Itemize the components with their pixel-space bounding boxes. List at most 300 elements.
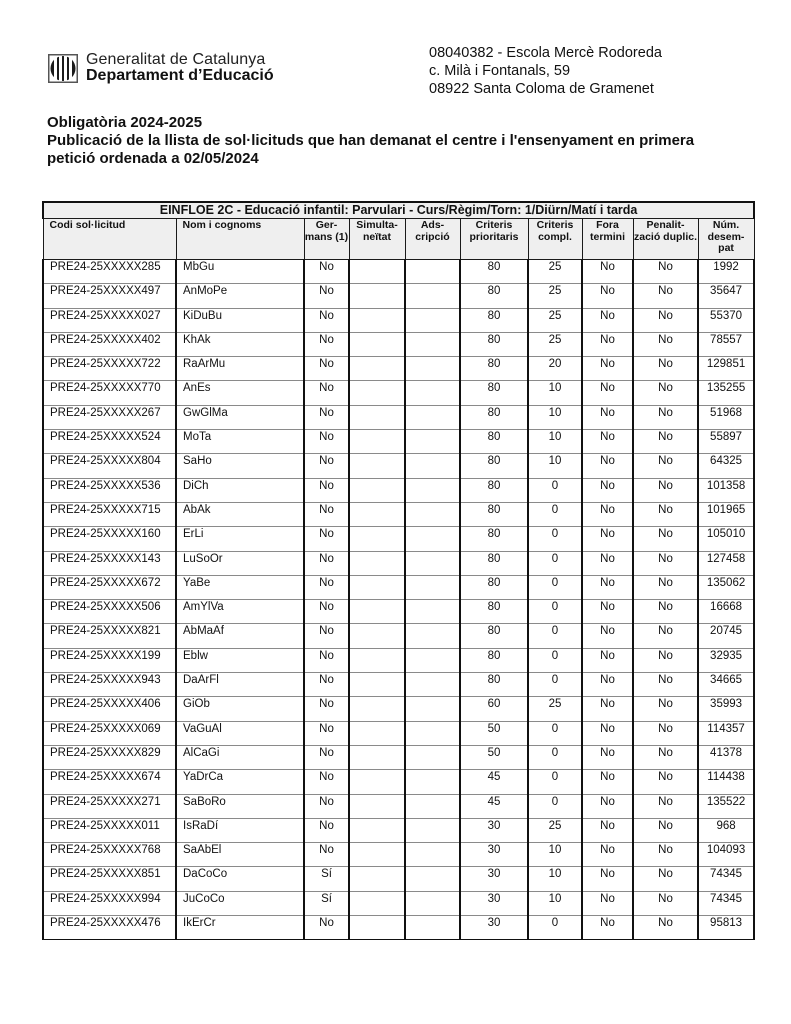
cell-fora-termini: No bbox=[582, 551, 633, 575]
cell-fora-termini: No bbox=[582, 843, 633, 867]
cell-adscripcio bbox=[405, 891, 460, 915]
cell-simultaneitat bbox=[349, 478, 405, 502]
cell-penalitzacio: No bbox=[633, 770, 698, 794]
cell-num-desempat: 135062 bbox=[698, 575, 754, 599]
cell-simultaneitat bbox=[349, 770, 405, 794]
cell-penalitzacio: No bbox=[633, 284, 698, 308]
cell-germans: No bbox=[304, 430, 349, 454]
cell-nom: Eblw bbox=[176, 648, 304, 672]
cell-criteris-compl: 0 bbox=[528, 916, 582, 940]
cell-adscripcio bbox=[405, 697, 460, 721]
cell-penalitzacio: No bbox=[633, 624, 698, 648]
document-title bbox=[47, 114, 767, 168]
cell-adscripcio bbox=[405, 332, 460, 356]
cell-criteris-prioritaris: 50 bbox=[460, 721, 528, 745]
table-row bbox=[43, 502, 754, 526]
cell-nom: KiDuBu bbox=[176, 308, 304, 332]
cell-germans: No bbox=[304, 600, 349, 624]
cell-penalitzacio: No bbox=[633, 648, 698, 672]
cell-criteris-prioritaris: 80 bbox=[460, 381, 528, 405]
cell-criteris-compl: 0 bbox=[528, 770, 582, 794]
cell-fora-termini: No bbox=[582, 284, 633, 308]
cell-num-desempat: 74345 bbox=[698, 867, 754, 891]
cell-fora-termini: No bbox=[582, 867, 633, 891]
table-row bbox=[43, 551, 754, 575]
cell-num-desempat: 34665 bbox=[698, 673, 754, 697]
cell-criteris-prioritaris: 80 bbox=[460, 260, 528, 284]
cell-adscripcio bbox=[405, 916, 460, 940]
cell-criteris-compl: 25 bbox=[528, 260, 582, 284]
cell-criteris-compl: 0 bbox=[528, 794, 582, 818]
cell-num-desempat: 114357 bbox=[698, 721, 754, 745]
cell-adscripcio bbox=[405, 405, 460, 429]
cell-germans: No bbox=[304, 648, 349, 672]
table-row bbox=[43, 454, 754, 478]
cell-num-desempat: 41378 bbox=[698, 745, 754, 769]
cell-codi: PRE24-25XXXXX821 bbox=[43, 624, 176, 648]
cell-adscripcio bbox=[405, 600, 460, 624]
cell-codi: PRE24-25XXXXX027 bbox=[43, 308, 176, 332]
cell-adscripcio bbox=[405, 381, 460, 405]
cell-simultaneitat bbox=[349, 818, 405, 842]
cell-germans: No bbox=[304, 843, 349, 867]
cell-germans: No bbox=[304, 308, 349, 332]
cell-adscripcio bbox=[405, 721, 460, 745]
cell-nom: IkErCr bbox=[176, 916, 304, 940]
cell-simultaneitat bbox=[349, 867, 405, 891]
cell-simultaneitat bbox=[349, 648, 405, 672]
cell-codi: PRE24-25XXXXX285 bbox=[43, 260, 176, 284]
table-row bbox=[43, 867, 754, 891]
cell-germans: No bbox=[304, 502, 349, 526]
cell-penalitzacio: No bbox=[633, 551, 698, 575]
cell-adscripcio bbox=[405, 575, 460, 599]
applications-table bbox=[42, 201, 755, 940]
cell-num-desempat: 78557 bbox=[698, 332, 754, 356]
cell-fora-termini: No bbox=[582, 697, 633, 721]
cell-codi: PRE24-25XXXXX069 bbox=[43, 721, 176, 745]
table-row bbox=[43, 697, 754, 721]
cell-fora-termini: No bbox=[582, 308, 633, 332]
cell-criteris-compl: 10 bbox=[528, 843, 582, 867]
cell-germans: No bbox=[304, 527, 349, 551]
cell-nom: DaArFl bbox=[176, 673, 304, 697]
cell-criteris-prioritaris: 30 bbox=[460, 867, 528, 891]
cell-adscripcio bbox=[405, 502, 460, 526]
cell-penalitzacio: No bbox=[633, 381, 698, 405]
cell-num-desempat: 129851 bbox=[698, 357, 754, 381]
cell-nom: DaCoCo bbox=[176, 867, 304, 891]
cell-adscripcio bbox=[405, 843, 460, 867]
cell-criteris-prioritaris: 80 bbox=[460, 454, 528, 478]
cell-adscripcio bbox=[405, 478, 460, 502]
table-row bbox=[43, 381, 754, 405]
cell-fora-termini: No bbox=[582, 600, 633, 624]
cell-fora-termini: No bbox=[582, 478, 633, 502]
col-header-simultaneitat: Simulta- neïtat bbox=[349, 219, 405, 260]
table-row bbox=[43, 308, 754, 332]
cell-germans: No bbox=[304, 818, 349, 842]
cell-criteris-compl: 25 bbox=[528, 818, 582, 842]
cell-codi: PRE24-25XXXXX994 bbox=[43, 891, 176, 915]
cell-germans: Sí bbox=[304, 891, 349, 915]
cell-fora-termini: No bbox=[582, 332, 633, 356]
table-row bbox=[43, 745, 754, 769]
cell-num-desempat: 135522 bbox=[698, 794, 754, 818]
cell-simultaneitat bbox=[349, 357, 405, 381]
cell-criteris-compl: 0 bbox=[528, 721, 582, 745]
cell-adscripcio bbox=[405, 308, 460, 332]
org-line-1: Generalitat de Catalunya bbox=[86, 51, 266, 68]
course-band-title: EINFLOE 2C - Educació infantil: Parvulari - Curs/Règim/Torn: 1/Diürn/Matí i tarda bbox=[43, 202, 754, 219]
cell-criteris-prioritaris: 80 bbox=[460, 527, 528, 551]
cell-penalitzacio: No bbox=[633, 697, 698, 721]
cell-adscripcio bbox=[405, 794, 460, 818]
cell-codi: PRE24-25XXXXX497 bbox=[43, 284, 176, 308]
table-row bbox=[43, 478, 754, 502]
cell-criteris-compl: 0 bbox=[528, 600, 582, 624]
cell-num-desempat: 32935 bbox=[698, 648, 754, 672]
cell-penalitzacio: No bbox=[633, 916, 698, 940]
cell-fora-termini: No bbox=[582, 891, 633, 915]
cell-nom: IsRaDí bbox=[176, 818, 304, 842]
cell-num-desempat: 95813 bbox=[698, 916, 754, 940]
cell-criteris-prioritaris: 80 bbox=[460, 357, 528, 381]
cell-adscripcio bbox=[405, 454, 460, 478]
cell-fora-termini: No bbox=[582, 381, 633, 405]
cell-germans: No bbox=[304, 624, 349, 648]
cell-criteris-compl: 10 bbox=[528, 381, 582, 405]
cell-codi: PRE24-25XXXXX943 bbox=[43, 673, 176, 697]
cell-criteris-prioritaris: 45 bbox=[460, 770, 528, 794]
cell-codi: PRE24-25XXXXX199 bbox=[43, 648, 176, 672]
table-row bbox=[43, 405, 754, 429]
cell-penalitzacio: No bbox=[633, 357, 698, 381]
cell-nom: AmYlVa bbox=[176, 600, 304, 624]
cell-adscripcio bbox=[405, 673, 460, 697]
cell-criteris-prioritaris: 80 bbox=[460, 624, 528, 648]
cell-criteris-prioritaris: 80 bbox=[460, 600, 528, 624]
cell-germans: No bbox=[304, 381, 349, 405]
title-line-1: Obligatòria 2024-2025 bbox=[47, 114, 203, 131]
cell-simultaneitat bbox=[349, 430, 405, 454]
cell-criteris-prioritaris: 80 bbox=[460, 308, 528, 332]
cell-adscripcio bbox=[405, 551, 460, 575]
cell-germans: No bbox=[304, 551, 349, 575]
cell-num-desempat: 135255 bbox=[698, 381, 754, 405]
cell-adscripcio bbox=[405, 648, 460, 672]
title-line-3: petició ordenada a 02/05/2024 bbox=[47, 150, 259, 167]
cell-simultaneitat bbox=[349, 381, 405, 405]
cell-codi: PRE24-25XXXXX851 bbox=[43, 867, 176, 891]
cell-nom: GiOb bbox=[176, 697, 304, 721]
school-address bbox=[429, 44, 662, 98]
cell-germans: No bbox=[304, 745, 349, 769]
table-band-header bbox=[43, 202, 754, 219]
cell-simultaneitat bbox=[349, 308, 405, 332]
cell-fora-termini: No bbox=[582, 405, 633, 429]
col-header-num-desempat: Núm. desem- pat bbox=[698, 219, 754, 260]
cell-fora-termini: No bbox=[582, 527, 633, 551]
cell-nom: KhAk bbox=[176, 332, 304, 356]
cell-fora-termini: No bbox=[582, 260, 633, 284]
cell-fora-termini: No bbox=[582, 357, 633, 381]
cell-codi: PRE24-25XXXXX402 bbox=[43, 332, 176, 356]
cell-codi: PRE24-25XXXXX672 bbox=[43, 575, 176, 599]
cell-criteris-compl: 10 bbox=[528, 430, 582, 454]
cell-penalitzacio: No bbox=[633, 454, 698, 478]
cell-codi: PRE24-25XXXXX160 bbox=[43, 527, 176, 551]
cell-adscripcio bbox=[405, 430, 460, 454]
cell-simultaneitat bbox=[349, 502, 405, 526]
table-row bbox=[43, 600, 754, 624]
cell-criteris-prioritaris: 80 bbox=[460, 575, 528, 599]
cell-simultaneitat bbox=[349, 332, 405, 356]
table-row bbox=[43, 843, 754, 867]
cell-penalitzacio: No bbox=[633, 430, 698, 454]
cell-criteris-compl: 0 bbox=[528, 624, 582, 648]
cell-simultaneitat bbox=[349, 405, 405, 429]
school-line-1: 08040382 - Escola Mercè Rodoreda bbox=[429, 45, 662, 61]
cell-adscripcio bbox=[405, 357, 460, 381]
cell-germans: No bbox=[304, 405, 349, 429]
col-header-germans: Ger- mans (1) bbox=[304, 219, 349, 260]
cell-codi: PRE24-25XXXXX770 bbox=[43, 381, 176, 405]
cell-criteris-compl: 20 bbox=[528, 357, 582, 381]
cell-germans: No bbox=[304, 794, 349, 818]
cell-num-desempat: 16668 bbox=[698, 600, 754, 624]
cell-codi: PRE24-25XXXXX506 bbox=[43, 600, 176, 624]
cell-fora-termini: No bbox=[582, 673, 633, 697]
cell-penalitzacio: No bbox=[633, 867, 698, 891]
cell-codi: PRE24-25XXXXX829 bbox=[43, 745, 176, 769]
cell-adscripcio bbox=[405, 527, 460, 551]
cell-criteris-prioritaris: 45 bbox=[460, 794, 528, 818]
cell-simultaneitat bbox=[349, 454, 405, 478]
cell-codi: PRE24-25XXXXX011 bbox=[43, 818, 176, 842]
cell-criteris-prioritaris: 80 bbox=[460, 551, 528, 575]
cell-germans: No bbox=[304, 916, 349, 940]
cell-germans: No bbox=[304, 284, 349, 308]
cell-codi: PRE24-25XXXXX674 bbox=[43, 770, 176, 794]
cell-num-desempat: 105010 bbox=[698, 527, 754, 551]
cell-penalitzacio: No bbox=[633, 308, 698, 332]
cell-criteris-prioritaris: 30 bbox=[460, 891, 528, 915]
cell-adscripcio bbox=[405, 260, 460, 284]
cell-codi: PRE24-25XXXXX524 bbox=[43, 430, 176, 454]
col-header-codi: Codi sol·licitud bbox=[43, 219, 176, 260]
cell-nom: SaHo bbox=[176, 454, 304, 478]
cell-num-desempat: 74345 bbox=[698, 891, 754, 915]
cell-penalitzacio: No bbox=[633, 818, 698, 842]
organization-name bbox=[86, 52, 274, 84]
cell-num-desempat: 101358 bbox=[698, 478, 754, 502]
cell-codi: PRE24-25XXXXX804 bbox=[43, 454, 176, 478]
cell-nom: MoTa bbox=[176, 430, 304, 454]
table-row bbox=[43, 624, 754, 648]
cell-penalitzacio: No bbox=[633, 260, 698, 284]
table-row bbox=[43, 575, 754, 599]
table-row bbox=[43, 284, 754, 308]
cell-simultaneitat bbox=[349, 600, 405, 624]
table-row bbox=[43, 430, 754, 454]
cell-codi: PRE24-25XXXXX143 bbox=[43, 551, 176, 575]
cell-nom: SaAbEl bbox=[176, 843, 304, 867]
title-line-2: Publicació de la llista de sol·licituds que han demanat el centre i l'ensenyament en primera bbox=[47, 132, 695, 149]
cell-fora-termini: No bbox=[582, 575, 633, 599]
cell-criteris-compl: 25 bbox=[528, 697, 582, 721]
cell-fora-termini: No bbox=[582, 624, 633, 648]
col-header-fora-termini: Fora termini bbox=[582, 219, 633, 260]
cell-simultaneitat bbox=[349, 697, 405, 721]
cell-germans: No bbox=[304, 454, 349, 478]
table-row bbox=[43, 891, 754, 915]
cell-simultaneitat bbox=[349, 745, 405, 769]
cell-simultaneitat bbox=[349, 260, 405, 284]
col-header-penalitzacio: Penalit- zació duplic. bbox=[633, 219, 698, 260]
cell-fora-termini: No bbox=[582, 916, 633, 940]
column-header-row bbox=[43, 219, 754, 260]
cell-criteris-prioritaris: 80 bbox=[460, 673, 528, 697]
cell-germans: No bbox=[304, 721, 349, 745]
cell-penalitzacio: No bbox=[633, 673, 698, 697]
cell-criteris-prioritaris: 80 bbox=[460, 284, 528, 308]
cell-penalitzacio: No bbox=[633, 575, 698, 599]
cell-simultaneitat bbox=[349, 527, 405, 551]
cell-penalitzacio: No bbox=[633, 721, 698, 745]
cell-germans: No bbox=[304, 673, 349, 697]
table-row bbox=[43, 527, 754, 551]
cell-criteris-compl: 0 bbox=[528, 551, 582, 575]
cell-adscripcio bbox=[405, 818, 460, 842]
cell-criteris-prioritaris: 80 bbox=[460, 405, 528, 429]
cell-criteris-compl: 0 bbox=[528, 575, 582, 599]
col-header-criteris-compl: Criteris compl. bbox=[528, 219, 582, 260]
cell-codi: PRE24-25XXXXX768 bbox=[43, 843, 176, 867]
cell-nom: AbAk bbox=[176, 502, 304, 526]
cell-nom: MbGu bbox=[176, 260, 304, 284]
cell-penalitzacio: No bbox=[633, 502, 698, 526]
cell-nom: DiCh bbox=[176, 478, 304, 502]
cell-criteris-prioritaris: 80 bbox=[460, 478, 528, 502]
cell-germans: Sí bbox=[304, 867, 349, 891]
cell-adscripcio bbox=[405, 624, 460, 648]
cell-fora-termini: No bbox=[582, 770, 633, 794]
cell-germans: No bbox=[304, 332, 349, 356]
cell-num-desempat: 55897 bbox=[698, 430, 754, 454]
cell-nom: LuSoOr bbox=[176, 551, 304, 575]
cell-germans: No bbox=[304, 575, 349, 599]
cell-germans: No bbox=[304, 260, 349, 284]
col-header-adscripcio: Ads- cripció bbox=[405, 219, 460, 260]
cell-fora-termini: No bbox=[582, 818, 633, 842]
cell-germans: No bbox=[304, 770, 349, 794]
cell-simultaneitat bbox=[349, 624, 405, 648]
col-header-nom: Nom i cognoms bbox=[176, 219, 304, 260]
table-row bbox=[43, 260, 754, 284]
cell-codi: PRE24-25XXXXX406 bbox=[43, 697, 176, 721]
table-row bbox=[43, 916, 754, 940]
cell-penalitzacio: No bbox=[633, 745, 698, 769]
cell-fora-termini: No bbox=[582, 648, 633, 672]
cell-criteris-compl: 0 bbox=[528, 648, 582, 672]
cell-criteris-prioritaris: 30 bbox=[460, 843, 528, 867]
table-row bbox=[43, 648, 754, 672]
cell-codi: PRE24-25XXXXX536 bbox=[43, 478, 176, 502]
cell-criteris-prioritaris: 80 bbox=[460, 430, 528, 454]
cell-num-desempat: 1992 bbox=[698, 260, 754, 284]
cell-criteris-compl: 25 bbox=[528, 332, 582, 356]
cell-simultaneitat bbox=[349, 673, 405, 697]
org-line-2: Departament d’Educació bbox=[86, 67, 274, 84]
cell-nom: RaArMu bbox=[176, 357, 304, 381]
cell-criteris-prioritaris: 30 bbox=[460, 818, 528, 842]
cell-num-desempat: 51968 bbox=[698, 405, 754, 429]
table-row bbox=[43, 357, 754, 381]
cell-nom: AnMoPe bbox=[176, 284, 304, 308]
school-line-3: 08922 Santa Coloma de Gramenet bbox=[429, 81, 654, 97]
cell-criteris-compl: 0 bbox=[528, 673, 582, 697]
table-body bbox=[43, 260, 754, 940]
cell-nom: GwGlMa bbox=[176, 405, 304, 429]
cell-germans: No bbox=[304, 357, 349, 381]
cell-criteris-compl: 25 bbox=[528, 284, 582, 308]
cell-simultaneitat bbox=[349, 843, 405, 867]
cell-codi: PRE24-25XXXXX476 bbox=[43, 916, 176, 940]
cell-criteris-compl: 0 bbox=[528, 527, 582, 551]
cell-num-desempat: 968 bbox=[698, 818, 754, 842]
cell-num-desempat: 35993 bbox=[698, 697, 754, 721]
cell-fora-termini: No bbox=[582, 454, 633, 478]
cell-fora-termini: No bbox=[582, 721, 633, 745]
cell-simultaneitat bbox=[349, 891, 405, 915]
cell-criteris-prioritaris: 80 bbox=[460, 502, 528, 526]
cell-codi: PRE24-25XXXXX722 bbox=[43, 357, 176, 381]
cell-nom: AlCaGi bbox=[176, 745, 304, 769]
cell-codi: PRE24-25XXXXX715 bbox=[43, 502, 176, 526]
cell-criteris-compl: 25 bbox=[528, 308, 582, 332]
table-row bbox=[43, 794, 754, 818]
cell-criteris-prioritaris: 80 bbox=[460, 332, 528, 356]
cell-criteris-prioritaris: 30 bbox=[460, 916, 528, 940]
cell-criteris-prioritaris: 60 bbox=[460, 697, 528, 721]
cell-penalitzacio: No bbox=[633, 478, 698, 502]
cell-simultaneitat bbox=[349, 575, 405, 599]
cell-criteris-compl: 0 bbox=[528, 502, 582, 526]
col-header-criteris-prioritaris: Criteris prioritaris bbox=[460, 219, 528, 260]
cell-criteris-compl: 10 bbox=[528, 891, 582, 915]
cell-fora-termini: No bbox=[582, 745, 633, 769]
cell-nom: ErLi bbox=[176, 527, 304, 551]
cell-fora-termini: No bbox=[582, 502, 633, 526]
cell-adscripcio bbox=[405, 745, 460, 769]
school-line-2: c. Milà i Fontanals, 59 bbox=[429, 63, 571, 79]
cell-fora-termini: No bbox=[582, 430, 633, 454]
cell-criteris-prioritaris: 80 bbox=[460, 648, 528, 672]
table-row bbox=[43, 770, 754, 794]
cell-criteris-compl: 10 bbox=[528, 454, 582, 478]
cell-num-desempat: 64325 bbox=[698, 454, 754, 478]
cell-nom: JuCoCo bbox=[176, 891, 304, 915]
cell-criteris-compl: 0 bbox=[528, 478, 582, 502]
cell-simultaneitat bbox=[349, 794, 405, 818]
cell-adscripcio bbox=[405, 770, 460, 794]
cell-nom: SaBoRo bbox=[176, 794, 304, 818]
table-row bbox=[43, 673, 754, 697]
cell-simultaneitat bbox=[349, 551, 405, 575]
cell-penalitzacio: No bbox=[633, 843, 698, 867]
cell-nom: VaGuAl bbox=[176, 721, 304, 745]
